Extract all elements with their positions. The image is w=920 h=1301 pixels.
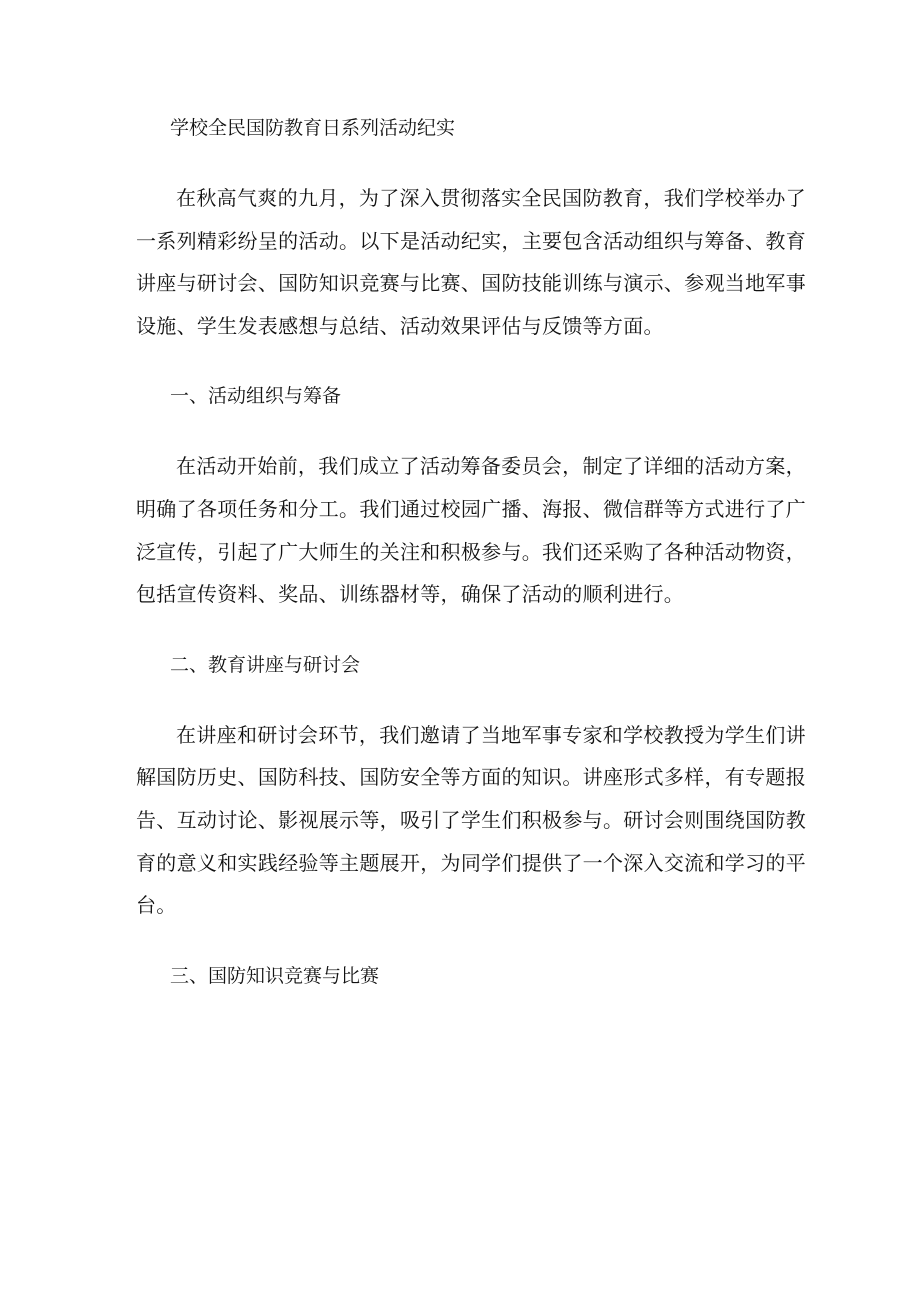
- section-body-lectures: 在讲座和研讨会环节，我们邀请了当地军事专家和学校教授为学生们讲解国防历史、国防科技、国防安全等方面的知识。讲座形式多样，有专题报告、互动讨论、影视展示等，吸引了学生们积极参与。研讨会则围绕国防教育的意义和实践经验等主题展开，为同学们提供了一个深入交流和学习的平台。: [136, 722, 806, 918]
- section-heading-lectures: 二、教育讲座与研讨会: [170, 653, 361, 676]
- section-body-organization: 在活动开始前，我们成立了活动筹备委员会，制定了详细的活动方案，明确了各项任务和分工。我们通过校园广播、海报、微信群等方式进行了广泛宣传，引起了广大师生的关注和积极参与。我们还采购了各种活动物资，包括宣传资料、奖品、训练器材等，确保了活动的顺利进行。: [136, 454, 806, 607]
- intro-paragraph: 在秋高气爽的九月，为了深入贯彻落实全民国防教育，我们学校举办了一系列精彩纷呈的活动。以下是活动纪实，主要包含活动组织与筹备、教育讲座与研讨会、国防知识竞赛与比赛、国防技能训练与演示、参观当地军事设施、学生发表感想与总结、活动效果评估与反馈等方面。: [136, 186, 806, 338]
- section-heading-organization: 一、活动组织与筹备: [170, 385, 342, 408]
- document-body: [136, 112, 806, 1025]
- document-title: 学校全民国防教育日系列活动纪实: [170, 117, 456, 139]
- section-heading-competition: 三、国防知识竞赛与比赛: [170, 964, 380, 987]
